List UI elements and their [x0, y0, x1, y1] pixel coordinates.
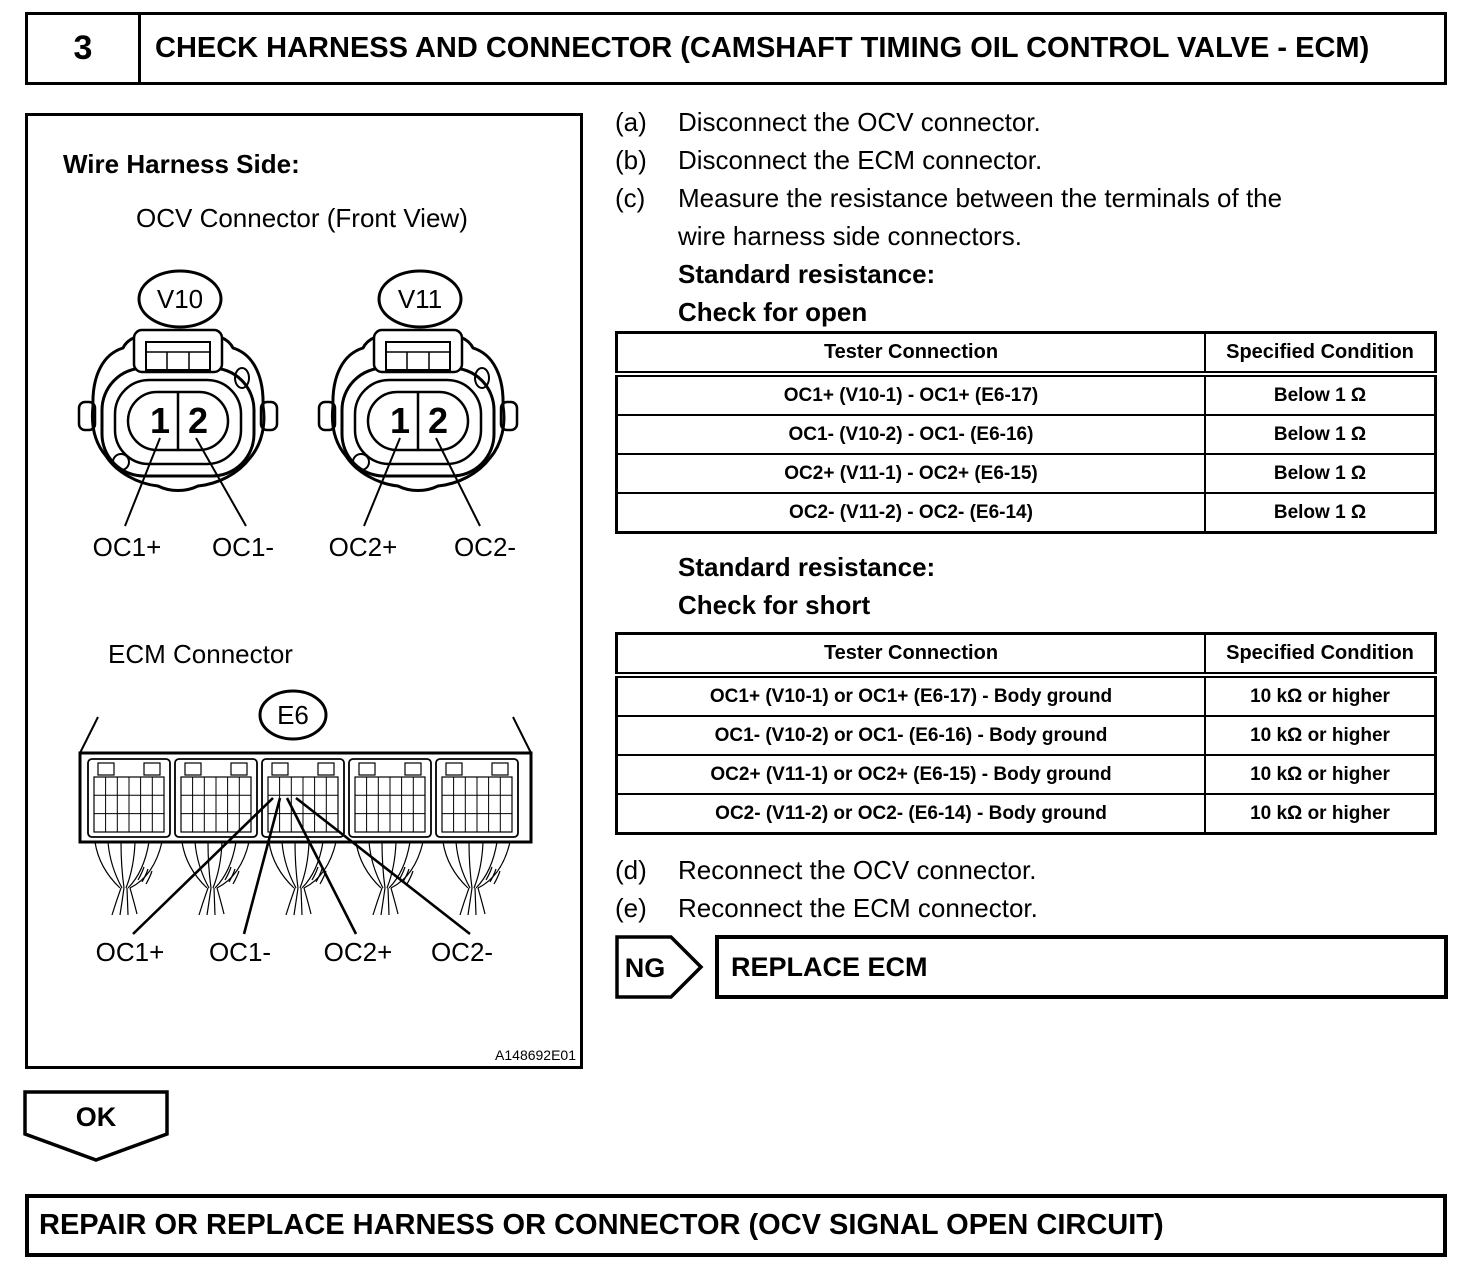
- step-e-text: Reconnect the ECM connector.: [678, 893, 1038, 923]
- v11-pin-2: 2: [427, 400, 449, 441]
- wiring-figure-box: [25, 113, 583, 1069]
- step-a: [615, 103, 1448, 141]
- tester-connection-cell: OC1- (V10-2) - OC1- (E6-16): [617, 415, 1206, 454]
- step-c-letter: (c): [615, 183, 646, 213]
- tester-connection-cell: OC2+ (V11-1) or OC2+ (E6-15) - Body ground: [617, 755, 1206, 794]
- ecm-pin-label-oc2m: OC2-: [430, 937, 494, 967]
- ocv-connector-v10-drawing: [79, 330, 277, 491]
- ocv-connector-v11-drawing: [319, 330, 517, 491]
- v10-pin2-signal-label: OC1-: [211, 532, 275, 562]
- short-check-table: [615, 632, 1437, 835]
- tester-connection-header: Tester Connection: [617, 634, 1206, 676]
- table-row: [617, 493, 1436, 533]
- ecm-pin-label-oc1m: OC1-: [208, 937, 272, 967]
- step-e: [615, 889, 1448, 927]
- wire-bundle-1: [95, 842, 162, 915]
- open-check-table: [615, 331, 1437, 534]
- v10-code-label: V10: [156, 284, 204, 314]
- v11-pin1-signal-label: OC2+: [328, 532, 398, 562]
- specified-condition-cell: 10 kΩ or higher: [1205, 675, 1436, 716]
- step-a-letter: (a): [615, 107, 647, 137]
- specified-condition-cell: Below 1 Ω: [1205, 415, 1436, 454]
- table-header-row: [617, 634, 1436, 676]
- wire-bundle-3: [269, 842, 336, 915]
- specified-condition-cell: 10 kΩ or higher: [1205, 755, 1436, 794]
- specified-condition-cell: Below 1 Ω: [1205, 493, 1436, 533]
- step-b-text: Disconnect the ECM connector.: [678, 145, 1043, 175]
- ok-branch: [23, 1090, 171, 1169]
- ecm-connector-caption: ECM Connector: [108, 639, 293, 669]
- specified-condition-cell: Below 1 Ω: [1205, 374, 1436, 415]
- table-row: [617, 415, 1436, 454]
- table-row: [617, 675, 1436, 716]
- tester-connection-cell: OC2+ (V11-1) - OC2+ (E6-15): [617, 454, 1206, 493]
- short-check-heading: Standard resistance:: [678, 552, 936, 582]
- specified-condition-cell: 10 kΩ or higher: [1205, 794, 1436, 834]
- ng-arrow: [615, 935, 705, 1004]
- tester-connection-header: Tester Connection: [617, 333, 1206, 375]
- v11-code-label: V11: [397, 284, 443, 314]
- specified-condition-header: Specified Condition: [1205, 634, 1436, 676]
- step-e-letter: (e): [615, 893, 647, 923]
- figure-id: A148692E01: [495, 1047, 576, 1063]
- tester-connection-cell: OC1- (V10-2) or OC1- (E6-16) - Body ground: [617, 716, 1206, 755]
- tester-connection-cell: OC2- (V11-2) or OC2- (E6-14) - Body ground: [617, 794, 1206, 834]
- wire-bundle-5: [443, 842, 510, 915]
- table-row: [617, 716, 1436, 755]
- procedure-column: [615, 103, 1448, 1004]
- step-d-letter: (d): [615, 855, 647, 885]
- specified-condition-cell: Below 1 Ω: [1205, 454, 1436, 493]
- v10-pin-2: 2: [187, 400, 209, 441]
- step-d-text: Reconnect the OCV connector.: [678, 855, 1037, 885]
- step-title: CHECK HARNESS AND CONNECTOR (CAMSHAFT TIMING OIL CONTROL VALVE - ECM): [155, 32, 1370, 64]
- ok-label: OK: [75, 1102, 117, 1132]
- ecm-pin-block-4: [349, 759, 431, 837]
- table-row: [617, 454, 1436, 493]
- open-check-heading: Standard resistance:: [678, 259, 936, 289]
- step-number: 3: [28, 15, 141, 82]
- step-a-text: Disconnect the OCV connector.: [678, 107, 1041, 137]
- tester-connection-cell: OC2- (V11-2) - OC2- (E6-14): [617, 493, 1206, 533]
- step-d: [615, 851, 1448, 889]
- step-header-bar: [25, 12, 1447, 85]
- table-row: [617, 374, 1436, 415]
- e6-code-label: E6: [277, 700, 309, 730]
- ecm-pin-block-1: [88, 759, 170, 837]
- wiring-diagram: [28, 116, 580, 1066]
- ecm-pin-label-oc1p: OC1+: [95, 937, 165, 967]
- ecm-pin-block-5: [436, 759, 518, 837]
- ng-branch: [615, 935, 1448, 1004]
- ok-arrow-shape: [23, 1090, 171, 1164]
- step-c-text: Measure the resistance between the terminals of the wire harness side connectors.: [678, 183, 1283, 251]
- table-row: [617, 755, 1436, 794]
- tester-connection-cell: OC1+ (V10-1) or OC1+ (E6-17) - Body ground: [617, 675, 1206, 716]
- ok-action-box: REPAIR OR REPLACE HARNESS OR CONNECTOR (OCV SIGNAL OPEN CIRCUIT): [25, 1194, 1447, 1257]
- v11-pin-1: 1: [389, 400, 411, 441]
- short-check-subheading: Check for short: [678, 590, 871, 620]
- ecm-pin-label-oc2p: OC2+: [323, 937, 393, 967]
- v10-pin1-signal-label: OC1+: [92, 532, 162, 562]
- open-check-subheading: Check for open: [678, 297, 868, 327]
- ocv-connector-caption: OCV Connector (Front View): [136, 203, 468, 233]
- ng-label: NG: [624, 953, 666, 983]
- ng-action-box: REPLACE ECM: [715, 935, 1448, 999]
- table-header-row: [617, 333, 1436, 375]
- table-row: [617, 794, 1436, 834]
- figure-caption: Wire Harness Side:: [63, 149, 300, 179]
- specified-condition-header: Specified Condition: [1205, 333, 1436, 375]
- ng-arrow-shape: [615, 935, 705, 999]
- specified-condition-cell: 10 kΩ or higher: [1205, 716, 1436, 755]
- step-b-letter: (b): [615, 145, 647, 175]
- v10-pin-1: 1: [149, 400, 171, 441]
- tester-connection-cell: OC1+ (V10-1) - OC1+ (E6-17): [617, 374, 1206, 415]
- step-b: [615, 141, 1448, 179]
- step-c: [615, 179, 1448, 255]
- v11-pin2-signal-label: OC2-: [453, 532, 517, 562]
